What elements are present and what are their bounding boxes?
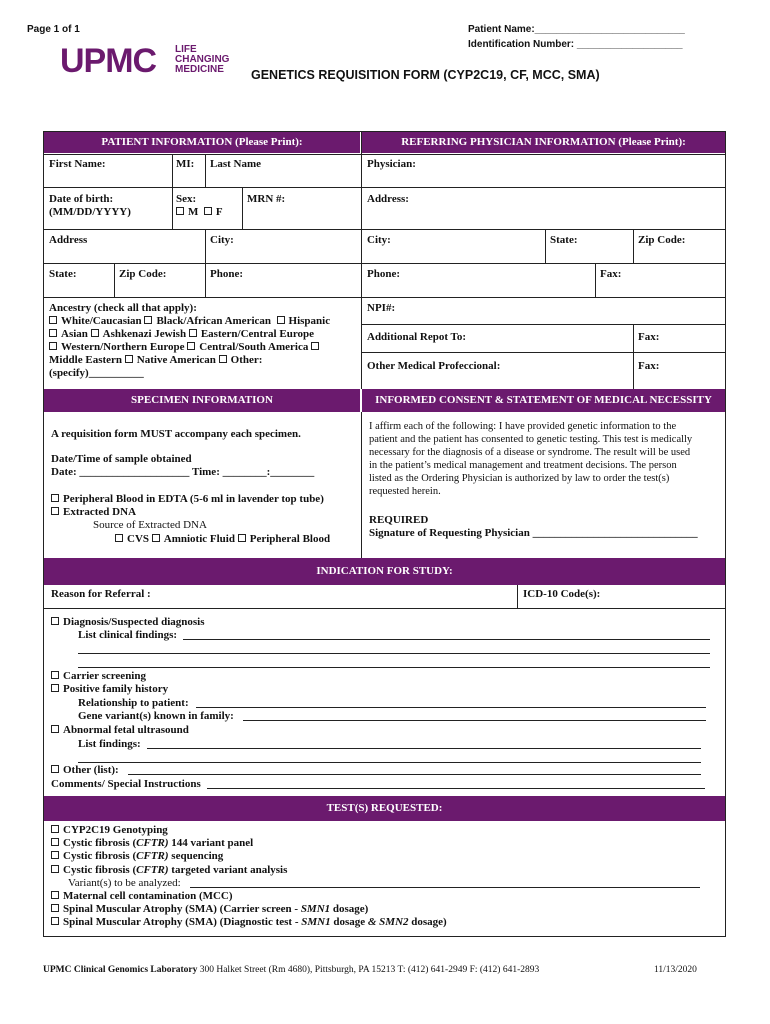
- checkbox[interactable]: [51, 507, 59, 515]
- indication-header: INDICATION FOR STUDY:: [44, 558, 725, 585]
- col-line: [595, 263, 596, 298]
- row-line: [362, 324, 726, 325]
- additional-fax-label[interactable]: Fax:: [638, 331, 660, 343]
- checkbox[interactable]: [51, 494, 59, 502]
- comments-line[interactable]: [207, 788, 705, 789]
- physician-state-label[interactable]: State:: [550, 234, 578, 246]
- checkbox[interactable]: [51, 851, 59, 859]
- other-line[interactable]: [128, 774, 701, 775]
- ancestry-block: Ancestry (check all that apply): White/Caucasian Black/African American Hispanic Asian Ashkenazi Jewish Eastern/Central Europe Western/Northern Europe Central/South America Middle Eastern Native American Other: (specify)__________: [49, 302, 359, 380]
- checkbox[interactable]: [49, 316, 57, 324]
- checkbox[interactable]: [189, 329, 197, 337]
- specimen-header: SPECIMEN INFORMATION: [44, 389, 360, 412]
- ancestry-specify[interactable]: (specify)__________: [49, 367, 144, 379]
- checkbox[interactable]: [51, 617, 59, 625]
- variants-label: Variant(s) to be analyzed:: [68, 877, 181, 889]
- option-peripheral-blood-edta[interactable]: Peripheral Blood in EDTA (5-6 ml in lavender top tube): [51, 493, 324, 506]
- row-line: [44, 608, 726, 609]
- checkbox[interactable]: [51, 684, 59, 692]
- additional-report-label[interactable]: Additional Repot To:: [367, 331, 467, 343]
- col-line: [633, 229, 634, 264]
- test-cyp2c19[interactable]: CYP2C19 Genotyping: [51, 824, 168, 837]
- col-line: [205, 229, 206, 298]
- findings-line[interactable]: [147, 748, 701, 749]
- physician-zip-label[interactable]: Zip Code:: [638, 234, 686, 246]
- logo-line-3: MEDICINE: [175, 64, 224, 75]
- gene-variant-line[interactable]: [243, 720, 706, 721]
- patient-name-field[interactable]: Patient Name:___________________________: [468, 24, 685, 35]
- patient-info-header: PATIENT INFORMATION (Please Print):: [44, 132, 360, 153]
- tests-header: TEST(S) REQUESTED:: [44, 796, 725, 821]
- center-divider: [361, 131, 362, 389]
- center-divider: [361, 412, 362, 558]
- checkbox-male[interactable]: [176, 207, 184, 215]
- requisition-note: A requisition form MUST accompany each specimen.: [51, 428, 301, 440]
- col-line: [633, 324, 634, 389]
- checkbox[interactable]: [51, 917, 59, 925]
- clinical-findings-line[interactable]: [78, 667, 710, 668]
- row-line: [362, 352, 726, 353]
- col-line: [114, 263, 115, 298]
- clinical-findings-line[interactable]: [78, 653, 710, 654]
- relationship-label: Relationship to patient:: [78, 697, 189, 709]
- checkbox[interactable]: [51, 865, 59, 873]
- list-findings-label: List findings:: [78, 738, 141, 750]
- checkbox[interactable]: [51, 904, 59, 912]
- patient-state-label[interactable]: State:: [49, 268, 77, 280]
- mi-label[interactable]: MI:: [176, 158, 195, 170]
- sex-label: Sex:: [176, 193, 197, 205]
- consent-text: I affirm each of the following: I have provided genetic information to the patient and the patient has consented to genetic testing. This test is medically necessary for the diagnosis of a disease or syndrome. The result will be used in the patient’s medical management and treatment decisions. The person listed as the Ordering Physician is authorized by law to order the test(s) requested herein.: [369, 421, 693, 497]
- sample-date-time[interactable]: Date: ____________________ Time: ________:________: [51, 466, 315, 478]
- checkbox[interactable]: [115, 534, 123, 542]
- clinical-findings-line[interactable]: [183, 639, 710, 640]
- patient-city-label[interactable]: City:: [210, 234, 234, 246]
- page-number: Page 1 of 1: [27, 24, 80, 35]
- option-family-history[interactable]: Positive family history: [51, 683, 168, 696]
- test-sma-diagnostic[interactable]: Spinal Muscular Atrophy (SMA) (Diagnostic test - SMN1 dosage & SMN2 dosage): [51, 916, 447, 929]
- dna-source-options: CVS Amniotic Fluid Peripheral Blood: [115, 533, 330, 546]
- footer-date: 11/13/2020: [654, 965, 697, 975]
- option-diagnosis[interactable]: Diagnosis/Suspected diagnosis: [51, 616, 205, 629]
- other-professional-label[interactable]: Other Medical Profeccional:: [367, 360, 501, 372]
- col-line: [517, 585, 518, 609]
- checkbox[interactable]: [144, 316, 152, 324]
- checkbox[interactable]: [51, 825, 59, 833]
- patient-address-label[interactable]: Address: [49, 234, 88, 246]
- test-cf-targeted[interactable]: Cystic fibrosis (CFTR) targeted variant analysis: [51, 864, 287, 877]
- identification-field[interactable]: Identification Number: ___________________: [468, 39, 683, 50]
- findings-line[interactable]: [78, 762, 701, 763]
- option-carrier-screening[interactable]: Carrier screening: [51, 670, 146, 683]
- checkbox[interactable]: [187, 342, 195, 350]
- checkbox[interactable]: [91, 329, 99, 337]
- form-title: GENETICS REQUISITION FORM (CYP2C19, CF, MCC, SMA): [251, 68, 600, 82]
- physician-label[interactable]: Physician:: [367, 158, 416, 170]
- col-line: [545, 229, 546, 264]
- checkbox[interactable]: [152, 534, 160, 542]
- row-line: [44, 263, 726, 264]
- checkbox[interactable]: [51, 891, 59, 899]
- dob-label[interactable]: Date of birth:: [49, 193, 114, 205]
- row-line: [44, 297, 726, 298]
- checkbox[interactable]: [51, 765, 59, 773]
- checkbox-female[interactable]: [204, 207, 212, 215]
- clinical-findings-label: List clinical findings:: [78, 629, 178, 641]
- checkbox[interactable]: [238, 534, 246, 542]
- checkbox[interactable]: [311, 342, 319, 350]
- row-line: [44, 187, 726, 188]
- test-cf-144[interactable]: Cystic fibrosis (CFTR) 144 variant panel: [51, 837, 253, 850]
- first-name-label[interactable]: First Name:: [49, 158, 106, 170]
- logo-line-1: LIFE: [175, 44, 197, 55]
- patient-phone-label[interactable]: Phone:: [210, 268, 243, 280]
- logo-wordmark: UPMC: [60, 42, 157, 80]
- col-line: [205, 154, 206, 188]
- mrn-label[interactable]: MRN #:: [247, 193, 286, 205]
- row-line: [44, 229, 726, 230]
- test-sma-carrier[interactable]: Spinal Muscular Atrophy (SMA) (Carrier screen - SMN1 dosage): [51, 903, 368, 916]
- variants-line[interactable]: [190, 887, 700, 888]
- checkbox[interactable]: [51, 838, 59, 846]
- required-label: REQUIRED: [369, 514, 429, 526]
- icd10-label[interactable]: ICD-10 Code(s):: [523, 588, 601, 600]
- physician-city-label[interactable]: City:: [367, 234, 391, 246]
- reason-for-referral-label[interactable]: Reason for Referral :: [51, 588, 151, 600]
- patient-zip-label[interactable]: Zip Code:: [119, 268, 167, 280]
- option-extracted-dna[interactable]: Extracted DNA: [51, 506, 136, 519]
- checkbox[interactable]: [219, 355, 227, 363]
- checkbox[interactable]: [49, 342, 57, 350]
- dob-format: (MM/DD/YYYY): [49, 206, 131, 218]
- physician-signature-field[interactable]: Signature of Requesting Physician ______________________________: [369, 527, 698, 539]
- other-fax-label[interactable]: Fax:: [638, 360, 660, 372]
- logo-tagline: [175, 45, 229, 75]
- physician-info-header: REFERRING PHYSICIAN INFORMATION (Please Print):: [362, 132, 725, 153]
- sex-options: M F: [176, 206, 223, 219]
- gene-variant-label: Gene variant(s) known in family:: [78, 710, 234, 722]
- checkbox[interactable]: [125, 355, 133, 363]
- checkbox[interactable]: [51, 725, 59, 733]
- relationship-line[interactable]: [196, 707, 706, 708]
- physician-fax-label[interactable]: Fax:: [600, 268, 622, 280]
- option-fetal-ultrasound[interactable]: Abnormal fetal ultrasound: [51, 724, 189, 737]
- last-name-label[interactable]: Last Name: [210, 158, 262, 170]
- footer-lab: UPMC Clinical Genomics Laboratory 300 Halket Street (Rm 4680), Pittsburgh, PA 15213 T: (412) 641-2949 F: (412) 641-2893: [43, 965, 540, 975]
- checkbox[interactable]: [277, 316, 285, 324]
- col-line: [242, 187, 243, 230]
- physician-address-label[interactable]: Address:: [367, 193, 409, 205]
- consent-header: INFORMED CONSENT & STATEMENT OF MEDICAL NECESSITY: [362, 389, 725, 412]
- physician-phone-label[interactable]: Phone:: [367, 268, 400, 280]
- comments-label: Comments/ Special Instructions: [51, 778, 201, 790]
- test-cf-sequencing[interactable]: Cystic fibrosis (CFTR) sequencing: [51, 850, 223, 863]
- npi-label[interactable]: NPI#:: [367, 302, 396, 314]
- dna-source-label: Source of Extracted DNA: [93, 519, 207, 531]
- option-other[interactable]: Other (list):: [51, 764, 119, 777]
- checkbox[interactable]: [51, 671, 59, 679]
- col-line: [172, 154, 173, 229]
- checkbox[interactable]: [49, 329, 57, 337]
- logo-line-2: CHANGING: [175, 54, 230, 65]
- upmc-logo: [60, 42, 156, 81]
- ancestry-label: Ancestry (check all that apply):: [49, 302, 197, 314]
- row-line: [44, 154, 726, 155]
- test-mcc[interactable]: Maternal cell contamination (MCC): [51, 890, 233, 903]
- datetime-label: Date/Time of sample obtained: [51, 453, 192, 465]
